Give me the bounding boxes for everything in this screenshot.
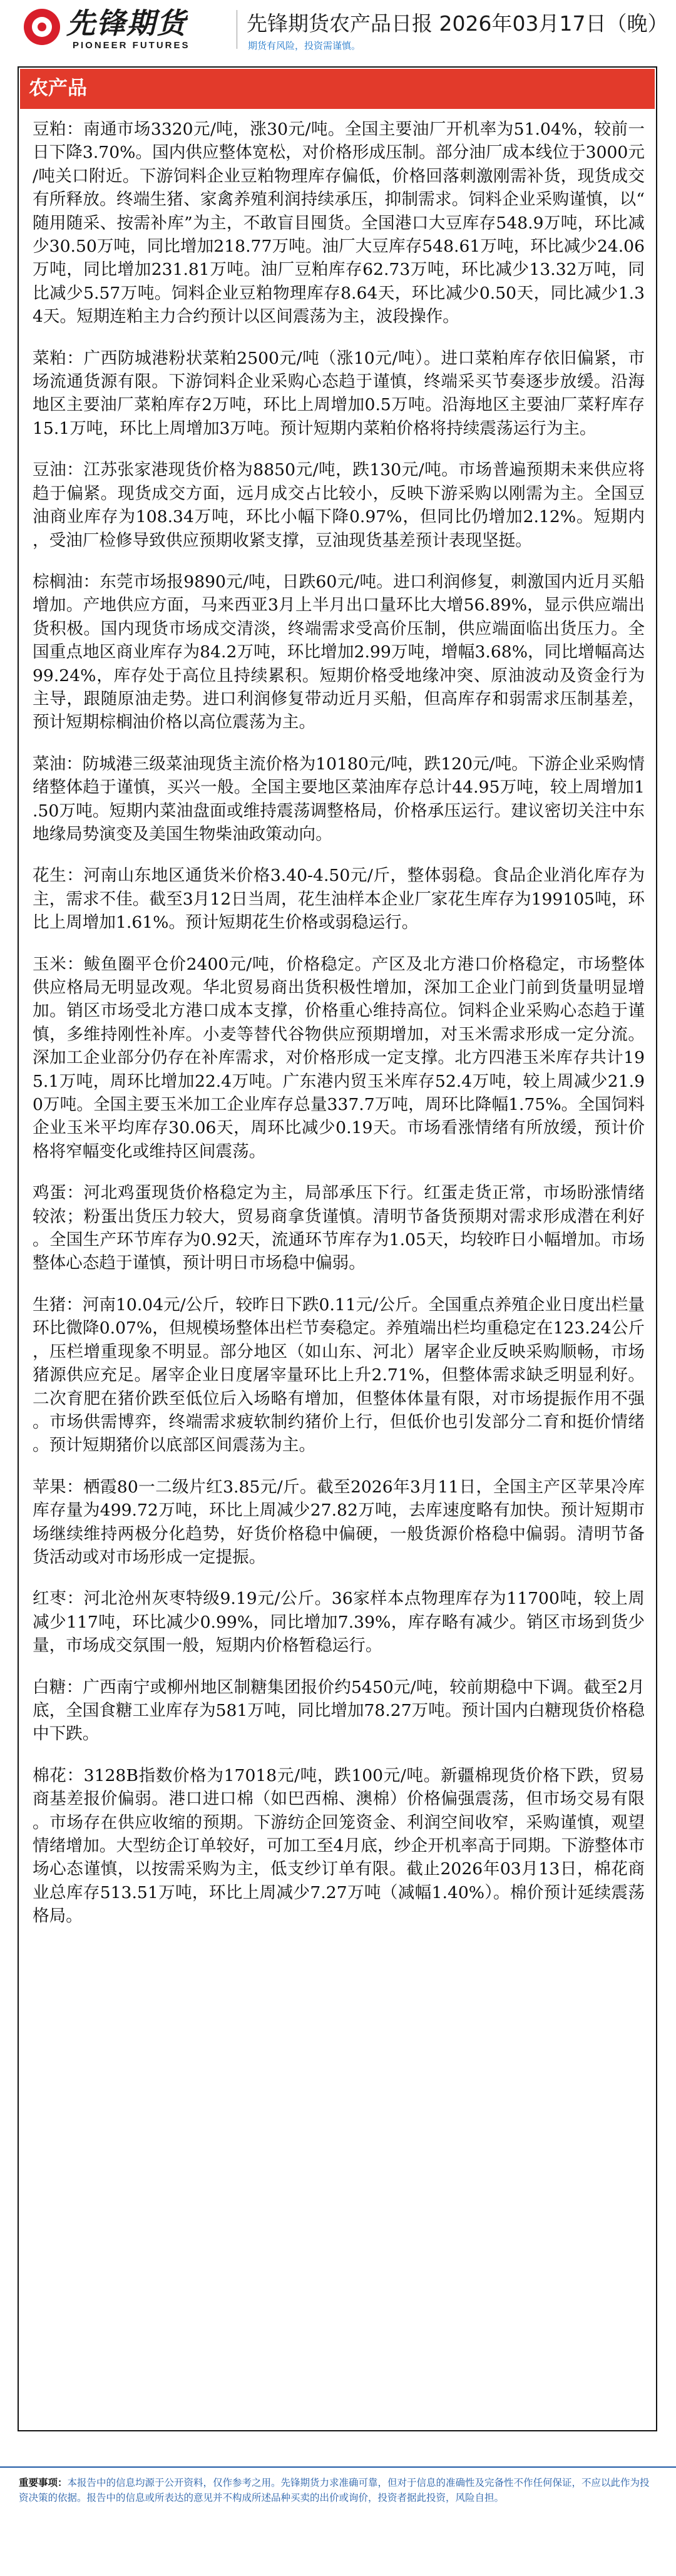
report-title: 先锋期货农产品日报 2026年03月17日（晚） — [247, 11, 668, 36]
report-body — [33, 118, 645, 1946]
risk-slogan: 期货有风险，投资需谨慎。 — [248, 40, 361, 51]
section-header — [20, 69, 655, 109]
footer-divider — [0, 2466, 676, 2468]
disclaimer — [19, 2475, 657, 2505]
paragraph-corn: 玉米：鲅鱼圈平仓价2400元/吨，价格稳定。产区及北方港口价格稳定，市场整体供应格局无明显改观。华北贸易商出货积极性增加，深加工企业门前到货量明显增加。销区市场受北方港口成本支撑，价格重心维持高位。饲料企业采购心态趋于谨慎，多维持刚性补库。小麦等替代谷物供应预期增加，对玉米需求形成一定分流。深加工企业部分仍存在补库需求，对价格形成一定支撑。北方四港玉米库存共计195.1万吨，周环比增加22.4万吨。广东港内贸玉米库存52.4万吨，较上周减少21.90万吨。全国主要玉米加工企业库存总量337.7万吨，周环比降幅1.75%。全国饲料企业玉米平均库存30.06天，周环比减少0.19天。市场看涨情绪有所放缓，预计价格将窄幅变化或维持区间震荡。 — [33, 954, 645, 1161]
logo-text-cn: 先锋期货 — [66, 6, 187, 40]
report-header — [0, 0, 676, 60]
paragraph-palm-oil: 棕榈油：东莞市场报9890元/吨，日跌60元/吨。进口利润修复，刺激国内近月买船增加。产地供应方面，马来西亚3月上半月出口量环比大增56.89%，显示供应端出货积极。国内现货市场成交清淡，终端需求受高价压制，供应端面临出货压力。全国重点地区商业库存为84.2万吨，环比增加2.99万吨，增幅3.68%，同比增幅高达99.24%，库存处于高位且持续累积。短期价格受地缘冲突、原油波动及资金行为主导，跟随原油走势。进口利润修复带动近月买船，但高库存和弱需求压制基差，预计短期棕榈油价格以高位震荡为主。 — [33, 572, 645, 732]
paragraph-soybean-meal: 豆粕：南通市场3320元/吨，涨30元/吨。全国主要油厂开机率为51.04%，较前一日下降3.70%。国内供应整体宽松，对价格形成压制。部分油厂成本线位于3000元/吨关口附近。下游饲料企业豆粕物理库存偏低，价格回落刺激刚需补货，现货成交有所释放。终端生猪、家禽养殖利润持续承压，抑制需求。饲料企业采购谨慎，以“随用随采、按需补库”为主，不敢盲目囤货。全国港口大豆库存548.9万吨，环比减少30.50万吨，同比增加218.77万吨。油厂大豆库存548.61万吨，环比减少24.06万吨，同比增加231.81万吨。油厂豆粕库存62.73万吨，环比减少13.32万吨，同比减少5.57万吨。饲料企业豆粕物理库存8.64天，环比减少0.50天，同比减少1.34天。短期连粕主力合约预计以区间震荡为主，波段操作。 — [33, 120, 645, 327]
paragraph-live-hog: 生猪：河南10.04元/公斤，较昨日下跌0.11元/公斤。全国重点养殖企业日度出栏量环比微降0.07%，但规模场整体出栏节奏稳定。养殖端出栏均重稳定在123.24公斤，压栏增重现象不明显。部分地区（如山东、河北）屠宰企业反映采购顺畅，市场猪源供应充足。屠宰企业日度屠宰量环比上升2.71%，但整体需求缺乏明显利好。二次育肥在猪价跌至低位后入场略有增加，但整体体量有限，对市场提振作用不强。市场供需博弈，终端需求疲软制约猪价上行，但低价也引发部分二育和挺价情绪。预计短期猪价以底部区间震荡为主。 — [33, 1295, 645, 1455]
pioneer-logo-icon — [24, 9, 60, 45]
paragraph-cotton: 棉花：3128B指数价格为17018元/吨，跌100元/吨。新疆棉现货价格下跌，贸易商基差报价偏弱。港口进口棉（如巴西棉、澳棉）价格偏强震荡，但市场交易有限。市场存在供应收缩的预期。下游纺企回笼资金、利润空间收窄，采购谨慎，观望情绪增加。大型纺企订单较好，可加工至4月底，纱企开机率高于同期。下游整体市场心态谨慎，以按需采购为主，低支纱订单有限。截止2026年03月13日，棉花商业总库存513.51万吨，环比上周减少7.27万吨（减幅1.40%）。棉价预计延续震荡格局。 — [33, 1765, 645, 1926]
paragraph-peanut: 花生：河南山东地区通货米价格3.40-4.50元/斤，整体弱稳。食品企业消化库存为主，需求不佳。截至3月12日当周，花生油样本企业厂家花生库存为199105吨，环比上周增加1.61%。预计短期花生价格或弱稳运行。 — [33, 866, 645, 933]
paragraph-apple: 苹果：栖霞80一二级片红3.85元/斤。截至2026年3月11日，全国主产区苹果冷库库存量为499.72万吨，环比上周减少27.82万吨，去库速度略有加快。预计短期市场继续维持两极分化趋势，好货价格稳中偏硬，一般货源价格稳中偏弱。清明节备货活动或对市场形成一定提振。 — [33, 1477, 645, 1567]
disclaimer-label: 重要事项： — [19, 2477, 68, 2488]
paragraph-rapeseed-meal: 菜粕：广西防城港粉状菜粕2500元/吨（涨10元/吨）。进口菜粕库存依旧偏紧，市场流通货源有限。下游饲料企业采购心态趋于谨慎，终端采买节奏逐步放缓。沿海地区主要油厂菜粕库存2万吨，环比上周增加0.5万吨。沿海地区主要油厂菜籽库存15.1万吨，环比上周增加3万吨。预计短期内菜粕价格将持续震荡运行为主。 — [33, 348, 645, 438]
paragraph-red-date: 红枣：河北沧州灰枣特级9.19元/公斤。36家样本点物理库存为11700吨，较上周减少117吨，环比减少0.99%，同比增加7.39%，库存略有减少。销区市场到货少量，市场成交氛围一般，短期内价格暂稳运行。 — [33, 1589, 645, 1656]
section-title: 农产品 — [29, 77, 87, 100]
paragraph-egg: 鸡蛋：河北鸡蛋现货价格稳定为主，局部承压下行。红蛋走货正常，市场盼涨情绪较浓；粉蛋出货压力较大，贸易商拿货谨慎。清明节备货预期对需求形成潜在利好。全国生产环节库存为0.92天，流通环节库存为1.05天，均较昨日小幅增加。市场整体心态趋于谨慎，预计明日市场稳中偏弱。 — [33, 1183, 645, 1273]
disclaimer-text: 本报告中的信息均源于公开资料，仅作参考之用。先锋期货力求准确可靠，但对于信息的准确性及完备性不作任何保证，不应以此作为投资决策的依据。报告中的信息或所表达的意见并不构成所述品种买卖的出价或询价，投资者据此投资，风险自担。 — [19, 2477, 650, 2503]
paragraph-sugar: 白糖：广西南宁或柳州地区制糖集团报价约5450元/吨，较前期稳中下调。截至2月底，全国食糖工业库存为581万吨，同比增加78.27万吨。预计国内白糖现货价格稳中下跌。 — [33, 1677, 645, 1744]
paragraph-soybean-oil: 豆油：江苏张家港现货价格为8850元/吨，跌130元/吨。市场普遍预期未来供应将趋于偏紧。现货成交方面，远月成交占比较小，反映下游采购以刚需为主。全国豆油商业库存为108.34万吨，环比小幅下降0.97%，但同比仍增加2.12%。短期内，受油厂检修导致供应预期收紧支撑，豆油现货基差预计表现坚挺。 — [33, 460, 645, 550]
paragraph-rapeseed-oil: 菜油：防城港三级菜油现货主流价格为10180元/吨，跌120元/吨。下游企业采购情绪整体趋于谨慎，买兴一般。全国主要地区菜油库存总计44.95万吨，较上周增加1.50万吨。短期内菜油盘面或维持震荡调整格局，价格承压运行。建议密切关注中东地缘局势演变及美国生物柴油政策动向。 — [33, 754, 645, 844]
logo-text-en: PIONEER FUTURES — [73, 40, 190, 51]
